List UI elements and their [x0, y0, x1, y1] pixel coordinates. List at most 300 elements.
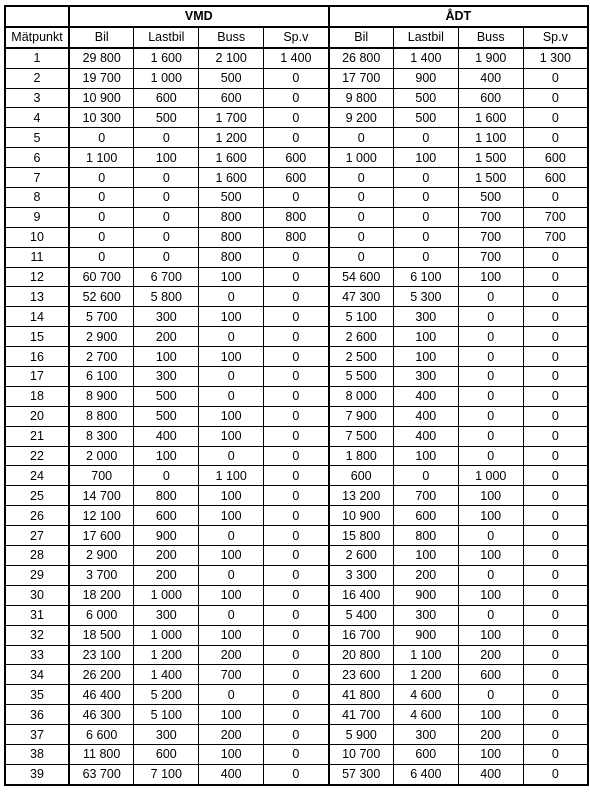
cell-adt-lastbil: 400 — [393, 426, 458, 446]
cell-vmd-lastbil: 100 — [134, 148, 199, 168]
table-row — [5, 88, 588, 108]
cell-vmd-buss: 1 200 — [199, 128, 264, 148]
cell-adt-bil: 7 900 — [329, 406, 394, 426]
cell-vmd-bil: 0 — [69, 247, 134, 267]
cell-vmd-lastbil: 5 100 — [134, 705, 199, 725]
cell-adt-bil: 41 700 — [329, 705, 394, 725]
cell-adt-buss: 1 500 — [458, 148, 523, 168]
cell-matpunkt: 14 — [5, 307, 69, 327]
cell-adt-spv: 0 — [523, 744, 588, 764]
column-header-vmd-spv: Sp.v — [264, 27, 329, 48]
cell-vmd-bil: 3 700 — [69, 565, 134, 585]
cell-adt-lastbil: 0 — [393, 168, 458, 188]
cell-adt-spv: 0 — [523, 406, 588, 426]
table-row — [5, 227, 588, 247]
cell-adt-lastbil: 6 100 — [393, 267, 458, 287]
cell-matpunkt: 22 — [5, 446, 69, 466]
cell-vmd-buss: 500 — [199, 68, 264, 88]
cell-vmd-buss: 100 — [199, 744, 264, 764]
cell-adt-buss: 100 — [458, 585, 523, 605]
cell-adt-lastbil: 300 — [393, 307, 458, 327]
cell-adt-bil: 26 800 — [329, 48, 394, 68]
cell-adt-bil: 2 600 — [329, 327, 394, 347]
cell-vmd-spv: 0 — [264, 725, 329, 745]
cell-adt-lastbil: 300 — [393, 725, 458, 745]
cell-adt-lastbil: 6 400 — [393, 764, 458, 784]
cell-vmd-spv: 0 — [264, 68, 329, 88]
cell-vmd-lastbil: 300 — [134, 367, 199, 387]
cell-adt-lastbil: 300 — [393, 605, 458, 625]
cell-vmd-lastbil: 500 — [134, 386, 199, 406]
cell-matpunkt: 3 — [5, 88, 69, 108]
cell-vmd-bil: 26 200 — [69, 665, 134, 685]
cell-adt-buss: 0 — [458, 347, 523, 367]
cell-matpunkt: 36 — [5, 705, 69, 725]
cell-adt-lastbil: 800 — [393, 526, 458, 546]
cell-adt-bil: 0 — [329, 247, 394, 267]
cell-vmd-spv: 0 — [264, 585, 329, 605]
cell-vmd-buss: 800 — [199, 227, 264, 247]
cell-vmd-spv: 0 — [264, 486, 329, 506]
cell-vmd-bil: 6 100 — [69, 367, 134, 387]
cell-vmd-buss: 0 — [199, 287, 264, 307]
cell-matpunkt: 12 — [5, 267, 69, 287]
cell-adt-spv: 0 — [523, 307, 588, 327]
cell-vmd-bil: 2 000 — [69, 446, 134, 466]
cell-adt-buss: 0 — [458, 605, 523, 625]
cell-adt-buss: 1 500 — [458, 168, 523, 188]
cell-vmd-lastbil: 1 000 — [134, 625, 199, 645]
table-row — [5, 148, 588, 168]
column-header-matpunkt: Mätpunkt — [5, 27, 69, 48]
column-header-adt-spv: Sp.v — [523, 27, 588, 48]
cell-vmd-spv: 0 — [264, 386, 329, 406]
cell-vmd-lastbil: 7 100 — [134, 764, 199, 784]
cell-matpunkt: 34 — [5, 665, 69, 685]
cell-matpunkt: 26 — [5, 506, 69, 526]
cell-vmd-buss: 100 — [199, 705, 264, 725]
cell-matpunkt: 25 — [5, 486, 69, 506]
column-header-adt-lastbil: Lastbil — [393, 27, 458, 48]
cell-adt-spv: 0 — [523, 188, 588, 208]
cell-matpunkt: 30 — [5, 585, 69, 605]
cell-vmd-bil: 0 — [69, 227, 134, 247]
cell-vmd-spv: 0 — [264, 188, 329, 208]
cell-vmd-spv: 0 — [264, 128, 329, 148]
cell-vmd-buss: 400 — [199, 764, 264, 784]
cell-vmd-lastbil: 300 — [134, 307, 199, 327]
cell-vmd-spv: 800 — [264, 227, 329, 247]
cell-vmd-bil: 0 — [69, 128, 134, 148]
cell-adt-buss: 400 — [458, 68, 523, 88]
cell-adt-lastbil: 100 — [393, 148, 458, 168]
cell-adt-buss: 0 — [458, 367, 523, 387]
table-row — [5, 744, 588, 764]
cell-adt-lastbil: 0 — [393, 466, 458, 486]
cell-vmd-spv: 0 — [264, 744, 329, 764]
cell-vmd-bil: 2 900 — [69, 327, 134, 347]
cell-adt-spv: 0 — [523, 625, 588, 645]
cell-vmd-buss: 0 — [199, 526, 264, 546]
cell-vmd-spv: 0 — [264, 108, 329, 128]
cell-vmd-spv: 0 — [264, 347, 329, 367]
cell-adt-bil: 9 800 — [329, 88, 394, 108]
cell-matpunkt: 27 — [5, 526, 69, 546]
cell-matpunkt: 35 — [5, 685, 69, 705]
cell-adt-lastbil: 1 400 — [393, 48, 458, 68]
cell-adt-buss: 600 — [458, 665, 523, 685]
cell-adt-spv: 0 — [523, 645, 588, 665]
cell-vmd-bil: 60 700 — [69, 267, 134, 287]
cell-adt-buss: 0 — [458, 526, 523, 546]
cell-vmd-spv: 0 — [264, 267, 329, 287]
cell-vmd-spv: 600 — [264, 168, 329, 188]
cell-matpunkt: 15 — [5, 327, 69, 347]
cell-vmd-buss: 0 — [199, 685, 264, 705]
cell-matpunkt: 28 — [5, 546, 69, 566]
cell-adt-spv: 0 — [523, 466, 588, 486]
cell-adt-spv: 0 — [523, 526, 588, 546]
cell-adt-spv: 0 — [523, 108, 588, 128]
cell-matpunkt: 10 — [5, 227, 69, 247]
cell-vmd-bil: 8 800 — [69, 406, 134, 426]
cell-vmd-buss: 500 — [199, 188, 264, 208]
cell-adt-buss: 0 — [458, 685, 523, 705]
table-row — [5, 685, 588, 705]
column-header-vmd-lastbil: Lastbil — [134, 27, 199, 48]
table-row — [5, 645, 588, 665]
table-row — [5, 386, 588, 406]
cell-vmd-spv: 0 — [264, 446, 329, 466]
cell-adt-spv: 0 — [523, 546, 588, 566]
cell-adt-buss: 400 — [458, 764, 523, 784]
cell-adt-lastbil: 400 — [393, 386, 458, 406]
cell-adt-bil: 9 200 — [329, 108, 394, 128]
cell-matpunkt: 29 — [5, 565, 69, 585]
cell-adt-lastbil: 100 — [393, 347, 458, 367]
cell-vmd-bil: 29 800 — [69, 48, 134, 68]
cell-adt-lastbil: 4 600 — [393, 705, 458, 725]
cell-matpunkt: 21 — [5, 426, 69, 446]
cell-vmd-bil: 0 — [69, 168, 134, 188]
cell-adt-spv: 0 — [523, 565, 588, 585]
cell-vmd-buss: 100 — [199, 546, 264, 566]
cell-adt-buss: 100 — [458, 705, 523, 725]
cell-vmd-spv: 0 — [264, 705, 329, 725]
table-row — [5, 526, 588, 546]
cell-vmd-lastbil: 100 — [134, 347, 199, 367]
cell-adt-lastbil: 0 — [393, 188, 458, 208]
cell-vmd-buss: 100 — [199, 625, 264, 645]
cell-adt-buss: 0 — [458, 386, 523, 406]
cell-adt-spv: 0 — [523, 725, 588, 745]
cell-adt-bil: 0 — [329, 188, 394, 208]
cell-adt-lastbil: 100 — [393, 327, 458, 347]
cell-vmd-bil: 6 000 — [69, 605, 134, 625]
cell-adt-buss: 600 — [458, 88, 523, 108]
cell-matpunkt: 17 — [5, 367, 69, 387]
table-row — [5, 327, 588, 347]
column-header-adt-bil: Bil — [329, 27, 394, 48]
table-row — [5, 486, 588, 506]
cell-matpunkt: 20 — [5, 406, 69, 426]
cell-vmd-spv: 0 — [264, 287, 329, 307]
cell-adt-bil: 10 700 — [329, 744, 394, 764]
cell-adt-buss: 100 — [458, 267, 523, 287]
cell-vmd-lastbil: 400 — [134, 426, 199, 446]
cell-vmd-bil: 19 700 — [69, 68, 134, 88]
cell-adt-spv: 0 — [523, 685, 588, 705]
table-row — [5, 605, 588, 625]
cell-matpunkt: 37 — [5, 725, 69, 745]
cell-adt-buss: 1 600 — [458, 108, 523, 128]
cell-vmd-buss: 200 — [199, 645, 264, 665]
cell-vmd-bil: 8 900 — [69, 386, 134, 406]
cell-adt-lastbil: 900 — [393, 625, 458, 645]
cell-vmd-spv: 0 — [264, 605, 329, 625]
table-row — [5, 247, 588, 267]
cell-adt-spv: 1 300 — [523, 48, 588, 68]
cell-adt-lastbil: 500 — [393, 88, 458, 108]
cell-vmd-buss: 2 100 — [199, 48, 264, 68]
cell-vmd-bil: 10 300 — [69, 108, 134, 128]
cell-adt-bil: 16 700 — [329, 625, 394, 645]
cell-adt-spv: 600 — [523, 168, 588, 188]
cell-adt-lastbil: 300 — [393, 367, 458, 387]
cell-adt-bil: 8 000 — [329, 386, 394, 406]
cell-vmd-buss: 100 — [199, 585, 264, 605]
cell-vmd-spv: 1 400 — [264, 48, 329, 68]
cell-adt-spv: 0 — [523, 764, 588, 784]
cell-adt-bil: 5 500 — [329, 367, 394, 387]
cell-vmd-bil: 14 700 — [69, 486, 134, 506]
cell-vmd-lastbil: 6 700 — [134, 267, 199, 287]
cell-vmd-buss: 100 — [199, 506, 264, 526]
cell-vmd-lastbil: 0 — [134, 168, 199, 188]
cell-adt-spv: 700 — [523, 227, 588, 247]
cell-adt-spv: 0 — [523, 605, 588, 625]
cell-adt-lastbil: 900 — [393, 68, 458, 88]
cell-adt-spv: 0 — [523, 68, 588, 88]
cell-vmd-spv: 800 — [264, 207, 329, 227]
cell-vmd-bil: 23 100 — [69, 645, 134, 665]
cell-adt-spv: 0 — [523, 705, 588, 725]
cell-vmd-lastbil: 900 — [134, 526, 199, 546]
cell-adt-lastbil: 100 — [393, 446, 458, 466]
cell-adt-lastbil: 200 — [393, 565, 458, 585]
cell-vmd-lastbil: 100 — [134, 446, 199, 466]
cell-adt-lastbil: 600 — [393, 744, 458, 764]
table-row — [5, 108, 588, 128]
cell-vmd-bil: 5 700 — [69, 307, 134, 327]
cell-adt-lastbil: 100 — [393, 546, 458, 566]
cell-vmd-bil: 12 100 — [69, 506, 134, 526]
cell-adt-bil: 23 600 — [329, 665, 394, 685]
cell-vmd-buss: 100 — [199, 267, 264, 287]
cell-adt-bil: 47 300 — [329, 287, 394, 307]
table-row — [5, 466, 588, 486]
cell-adt-lastbil: 0 — [393, 128, 458, 148]
cell-adt-bil: 54 600 — [329, 267, 394, 287]
cell-vmd-buss: 1 600 — [199, 148, 264, 168]
cell-adt-lastbil: 500 — [393, 108, 458, 128]
cell-adt-spv: 0 — [523, 128, 588, 148]
cell-vmd-spv: 0 — [264, 327, 329, 347]
cell-vmd-bil: 17 600 — [69, 526, 134, 546]
cell-adt-bil: 15 800 — [329, 526, 394, 546]
cell-adt-lastbil: 0 — [393, 227, 458, 247]
cell-matpunkt: 33 — [5, 645, 69, 665]
cell-vmd-bil: 8 300 — [69, 426, 134, 446]
table-row — [5, 665, 588, 685]
cell-vmd-spv: 0 — [264, 506, 329, 526]
column-header-vmd-buss: Buss — [199, 27, 264, 48]
cell-matpunkt: 38 — [5, 744, 69, 764]
cell-adt-bil: 600 — [329, 466, 394, 486]
cell-matpunkt: 5 — [5, 128, 69, 148]
cell-adt-buss: 200 — [458, 645, 523, 665]
cell-adt-spv: 0 — [523, 426, 588, 446]
cell-vmd-buss: 100 — [199, 406, 264, 426]
table-row — [5, 48, 588, 68]
cell-vmd-bil: 46 300 — [69, 705, 134, 725]
cell-matpunkt: 18 — [5, 386, 69, 406]
cell-adt-buss: 100 — [458, 546, 523, 566]
cell-adt-bil: 57 300 — [329, 764, 394, 784]
cell-adt-bil: 1 800 — [329, 446, 394, 466]
cell-vmd-buss: 0 — [199, 605, 264, 625]
table-row — [5, 625, 588, 645]
cell-adt-spv: 0 — [523, 327, 588, 347]
cell-vmd-buss: 0 — [199, 367, 264, 387]
cell-matpunkt: 16 — [5, 347, 69, 367]
cell-adt-buss: 0 — [458, 446, 523, 466]
cell-adt-buss: 1 100 — [458, 128, 523, 148]
cell-vmd-spv: 0 — [264, 645, 329, 665]
table-row — [5, 426, 588, 446]
column-header-row — [5, 27, 588, 48]
cell-vmd-bil: 18 500 — [69, 625, 134, 645]
table-body — [5, 48, 588, 785]
table-row — [5, 446, 588, 466]
cell-matpunkt: 8 — [5, 188, 69, 208]
cell-vmd-bil: 0 — [69, 188, 134, 208]
cell-adt-buss: 0 — [458, 406, 523, 426]
cell-adt-bil: 41 800 — [329, 685, 394, 705]
cell-vmd-buss: 200 — [199, 725, 264, 745]
group-header-vmd: VMD — [69, 6, 329, 27]
cell-vmd-buss: 1 600 — [199, 168, 264, 188]
cell-adt-spv: 0 — [523, 665, 588, 685]
cell-vmd-lastbil: 1 000 — [134, 68, 199, 88]
table-row — [5, 764, 588, 784]
group-header-row — [5, 6, 588, 27]
cell-vmd-bil: 11 800 — [69, 744, 134, 764]
cell-vmd-spv: 600 — [264, 148, 329, 168]
cell-adt-bil: 2 500 — [329, 347, 394, 367]
cell-vmd-lastbil: 200 — [134, 565, 199, 585]
cell-adt-buss: 0 — [458, 327, 523, 347]
cell-vmd-lastbil: 500 — [134, 108, 199, 128]
cell-matpunkt: 6 — [5, 148, 69, 168]
cell-matpunkt: 2 — [5, 68, 69, 88]
cell-adt-buss: 100 — [458, 744, 523, 764]
cell-vmd-buss: 100 — [199, 426, 264, 446]
cell-matpunkt: 31 — [5, 605, 69, 625]
cell-vmd-buss: 800 — [199, 247, 264, 267]
cell-vmd-lastbil: 600 — [134, 744, 199, 764]
cell-vmd-lastbil: 500 — [134, 406, 199, 426]
table-row — [5, 347, 588, 367]
cell-matpunkt: 39 — [5, 764, 69, 784]
cell-vmd-spv: 0 — [264, 88, 329, 108]
cell-adt-spv: 0 — [523, 347, 588, 367]
cell-matpunkt: 11 — [5, 247, 69, 267]
cell-vmd-bil: 0 — [69, 207, 134, 227]
table-row — [5, 406, 588, 426]
cell-adt-buss: 500 — [458, 188, 523, 208]
cell-vmd-spv: 0 — [264, 367, 329, 387]
cell-adt-lastbil: 5 300 — [393, 287, 458, 307]
cell-matpunkt: 4 — [5, 108, 69, 128]
cell-matpunkt: 9 — [5, 207, 69, 227]
cell-adt-bil: 16 400 — [329, 585, 394, 605]
cell-adt-spv: 0 — [523, 287, 588, 307]
cell-vmd-lastbil: 0 — [134, 227, 199, 247]
table-row — [5, 546, 588, 566]
cell-vmd-buss: 100 — [199, 347, 264, 367]
cell-vmd-spv: 0 — [264, 406, 329, 426]
cell-vmd-spv: 0 — [264, 546, 329, 566]
cell-vmd-bil: 63 700 — [69, 764, 134, 784]
cell-adt-lastbil: 4 600 — [393, 685, 458, 705]
cell-adt-bil: 13 200 — [329, 486, 394, 506]
cell-adt-lastbil: 600 — [393, 506, 458, 526]
cell-adt-lastbil: 1 200 — [393, 665, 458, 685]
cell-adt-lastbil: 0 — [393, 247, 458, 267]
cell-vmd-buss: 0 — [199, 386, 264, 406]
table-row — [5, 188, 588, 208]
cell-adt-spv: 0 — [523, 267, 588, 287]
cell-matpunkt: 32 — [5, 625, 69, 645]
table-row — [5, 725, 588, 745]
cell-matpunkt: 13 — [5, 287, 69, 307]
cell-vmd-bil: 1 100 — [69, 148, 134, 168]
cell-adt-spv: 0 — [523, 247, 588, 267]
table-row — [5, 128, 588, 148]
cell-adt-buss: 1 900 — [458, 48, 523, 68]
cell-vmd-bil: 46 400 — [69, 685, 134, 705]
cell-vmd-lastbil: 800 — [134, 486, 199, 506]
cell-vmd-lastbil: 0 — [134, 188, 199, 208]
cell-adt-lastbil: 1 100 — [393, 645, 458, 665]
cell-vmd-buss: 800 — [199, 207, 264, 227]
cell-adt-bil: 5 400 — [329, 605, 394, 625]
table-row — [5, 287, 588, 307]
cell-adt-buss: 100 — [458, 625, 523, 645]
cell-adt-bil: 5 100 — [329, 307, 394, 327]
cell-adt-bil: 1 000 — [329, 148, 394, 168]
cell-adt-bil: 0 — [329, 207, 394, 227]
cell-vmd-bil: 700 — [69, 466, 134, 486]
cell-vmd-lastbil: 300 — [134, 725, 199, 745]
cell-vmd-bil: 2 900 — [69, 546, 134, 566]
cell-adt-buss: 100 — [458, 506, 523, 526]
cell-vmd-bil: 18 200 — [69, 585, 134, 605]
cell-vmd-buss: 0 — [199, 565, 264, 585]
cell-vmd-buss: 0 — [199, 446, 264, 466]
cell-adt-spv: 0 — [523, 585, 588, 605]
